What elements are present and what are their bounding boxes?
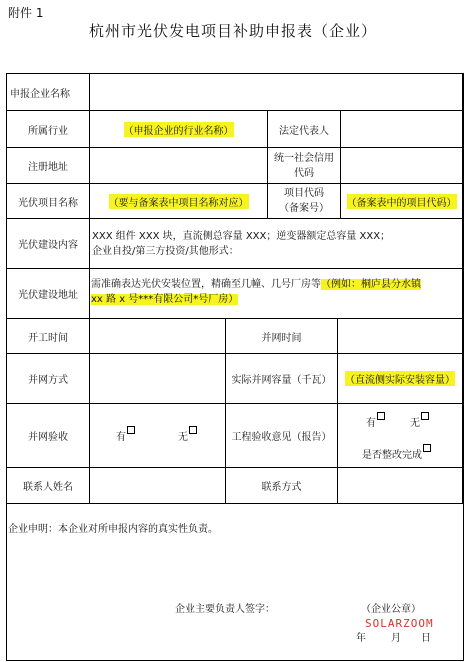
- date-year: 年: [356, 633, 366, 644]
- rectify-label: 是否整改完成: [362, 450, 422, 461]
- acceptance-yes-checkbox[interactable]: [127, 426, 135, 434]
- start-time-label: 开工时间: [7, 319, 90, 354]
- inspection-yes-label: 有: [366, 418, 376, 429]
- form-title: 杭州市光伏发电项目补助申报表（企业）: [88, 22, 377, 40]
- inspection-field: [338, 404, 463, 468]
- content-line1: XXX 组件 XXX 块，直流侧总容量 XXX；逆变器额定总容量 XXX；: [92, 231, 391, 242]
- industry-label: 所属行业: [7, 111, 90, 148]
- grid-time-label: 并网时间: [226, 319, 338, 354]
- contact-method-field[interactable]: [338, 468, 463, 504]
- legal-rep-label: 法定代表人: [268, 111, 341, 148]
- rectify-checkbox[interactable]: [423, 444, 431, 452]
- credit-code-field[interactable]: [341, 148, 463, 184]
- acceptance-label: 并网验收: [7, 404, 90, 468]
- company-name-label: 申报企业名称: [7, 74, 90, 111]
- acceptance-no: [178, 428, 197, 443]
- acceptance-yes-label: 有: [116, 432, 126, 443]
- inspection-no-checkbox[interactable]: [421, 412, 429, 420]
- location-field[interactable]: [90, 269, 463, 319]
- project-name-field[interactable]: [90, 184, 268, 219]
- grid-mode-label: 并网方式: [7, 354, 90, 404]
- grid-time-field[interactable]: [338, 319, 463, 354]
- content-field[interactable]: [90, 219, 463, 269]
- project-code-label: [268, 184, 341, 219]
- project-name-label: 光伏项目名称: [7, 184, 90, 219]
- acceptance-no-checkbox[interactable]: [189, 426, 197, 434]
- location-example-1: （例如：桐庐县分水镇: [321, 279, 421, 290]
- location-label: 光伏建设地址: [7, 269, 90, 319]
- inspection-yes: [366, 414, 385, 429]
- contact-method-label: 联系方式: [226, 468, 338, 504]
- application-form: [6, 73, 464, 661]
- declaration-statement: 企业申明：本企业对所申报内容的真实性负责。: [8, 524, 218, 535]
- annex-label: 附件 1: [8, 6, 44, 20]
- contact-name-label: 联系人姓名: [7, 468, 90, 504]
- company-name-field[interactable]: [90, 74, 463, 111]
- credit-code-label: [268, 148, 341, 184]
- address-field[interactable]: [90, 148, 268, 184]
- acceptance-no-label: 无: [178, 432, 188, 443]
- watermark-logo: SOLARZOOM: [365, 617, 434, 630]
- inspection-no-label: 无: [410, 418, 420, 429]
- project-code-label-line1: 项目代码: [284, 188, 324, 199]
- industry-hint: （申报企业的行业名称）: [124, 122, 234, 137]
- start-time-field[interactable]: [90, 319, 226, 354]
- grid-capacity-label: 实际并网容量（千瓦）: [226, 354, 338, 404]
- rectify-group: [362, 446, 431, 461]
- grid-capacity-hint: （直流侧实际安装容量）: [345, 371, 455, 386]
- credit-code-label-line1: 统一社会信用: [274, 152, 334, 164]
- inspection-label: 工程验收意见（报告）: [226, 404, 338, 468]
- project-code-label-line2: （备案号）: [279, 203, 329, 214]
- address-label: 注册地址: [7, 148, 90, 184]
- seal-label: （企业公章）: [361, 604, 421, 615]
- grid-capacity-field[interactable]: [338, 354, 463, 404]
- date-day: 日: [421, 633, 431, 644]
- legal-rep-field[interactable]: [341, 111, 463, 148]
- location-text: 需准确表达光伏安装位置，精确至几幢、几号厂房等: [91, 279, 321, 290]
- content-line2: 企业自投/第三方投资/其他形式：: [92, 246, 239, 257]
- location-example-2: xx 路 x 号***有限公司*号厂房）: [91, 294, 239, 305]
- credit-code-label-line2: 代码: [294, 167, 314, 179]
- project-name-hint: （要与备案表中项目名称对应）: [109, 194, 249, 209]
- date-month: 月: [391, 633, 401, 644]
- acceptance-yes: [116, 428, 135, 443]
- content-label: 光伏建设内容: [7, 219, 90, 269]
- project-code-hint: （备案表中的项目代码）: [347, 194, 457, 209]
- inspection-no: [410, 414, 429, 429]
- project-code-field[interactable]: [341, 184, 463, 219]
- signature-label: 企业主要负责人签字：: [175, 604, 275, 615]
- inspection-yes-checkbox[interactable]: [377, 412, 385, 420]
- contact-name-field[interactable]: [90, 468, 226, 504]
- acceptance-field: [90, 404, 226, 468]
- industry-field[interactable]: [90, 111, 268, 148]
- grid-mode-field[interactable]: [90, 354, 226, 404]
